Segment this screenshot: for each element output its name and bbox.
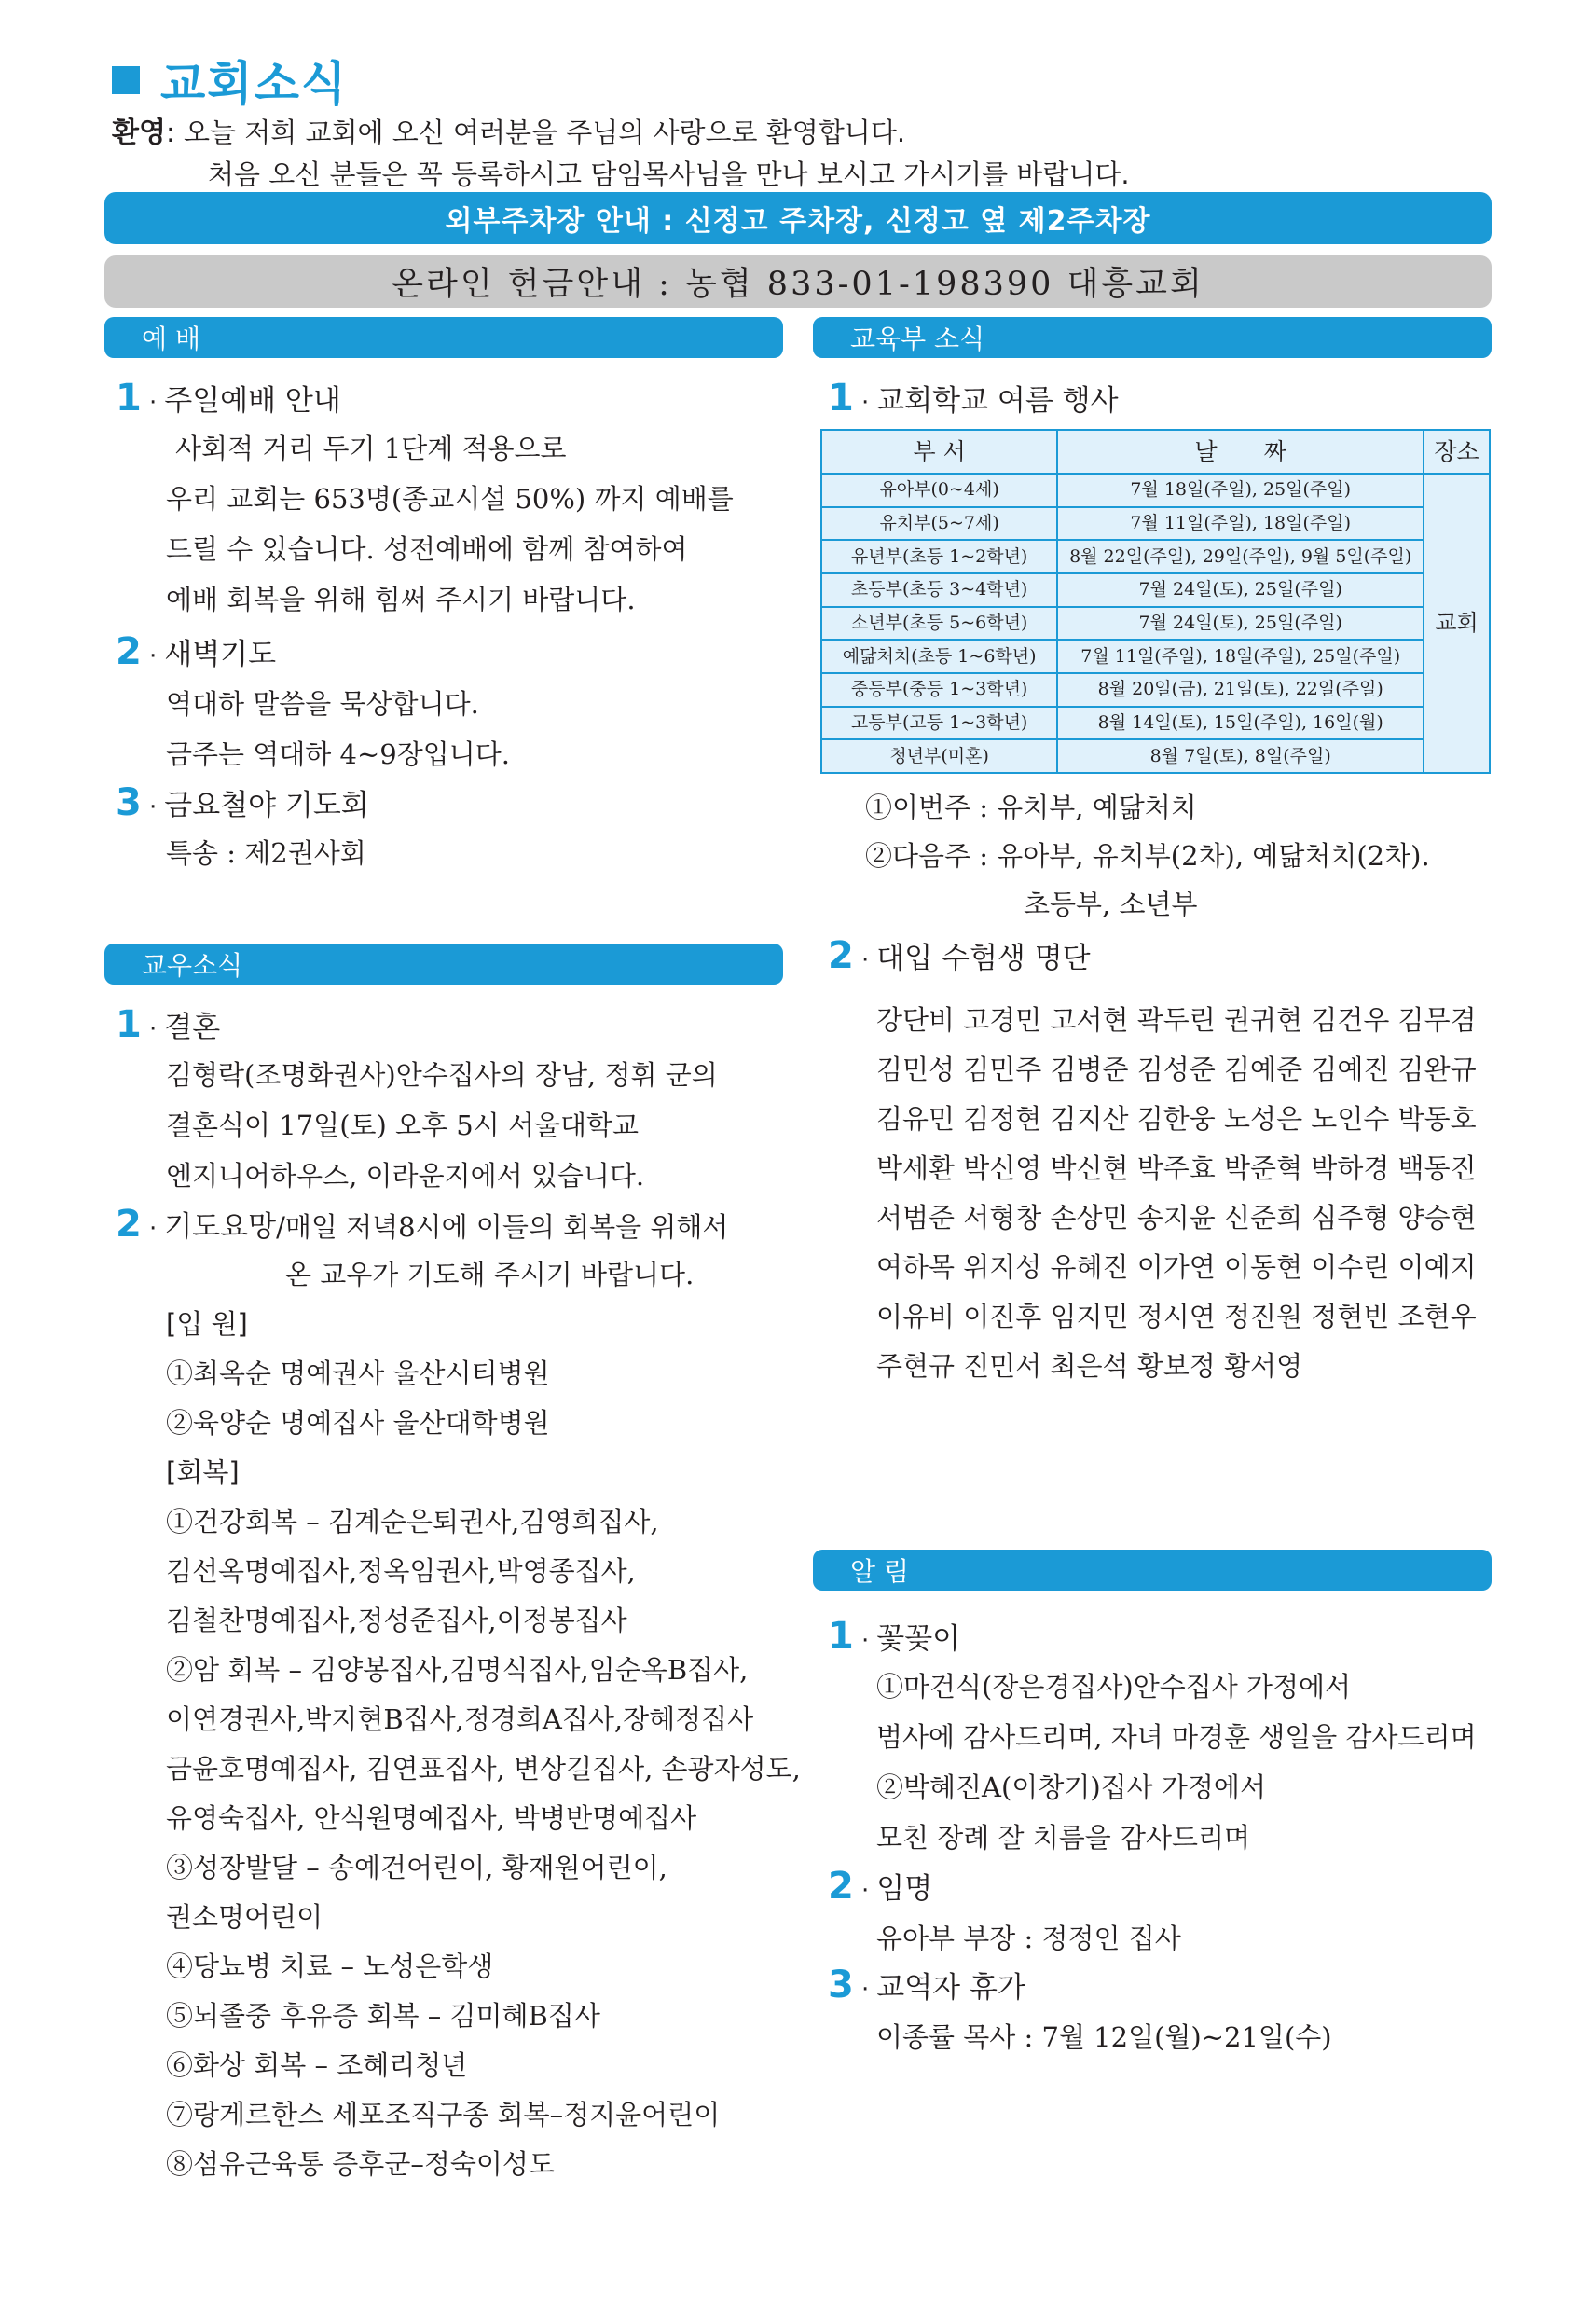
recovery-item: 이연경권사,박지현B집사,정경희A집사,장혜정집사	[166, 1703, 754, 1735]
hospital-item: ①최옥순 명예권사 울산시티병원	[166, 1358, 550, 1389]
wedding-title: 1 · 결혼	[116, 1003, 221, 1046]
title-square-icon	[112, 66, 140, 94]
recovery-item: ⑧섬유근육통 증후군–정숙이성도	[166, 2148, 555, 2180]
recovery-item: ①건강회복 – 김계순은퇴권사,김영희집사,	[166, 1506, 659, 1537]
col-header-date: 날 짜	[1057, 430, 1424, 474]
summer-event-table	[820, 429, 1491, 774]
table-row: 초등부(초등 3~4학년) 7월 24일(토), 25일(주일)	[821, 573, 1490, 607]
recovery-item: ⑥화상 회복 – 조혜리청년	[166, 2049, 468, 2081]
notice-item-2-body: 유아부 부장 : 정정인 집사	[876, 1923, 1181, 1954]
recovery-item: ④당뇨병 치료 – 노성은학생	[166, 1951, 494, 1982]
col-header-place: 장소	[1424, 430, 1490, 474]
page-title: 교회소식	[112, 52, 348, 108]
table-row: 예닮처치(초등 1~6학년) 7월 11일(주일), 18일(주일), 25일(주일)	[821, 640, 1490, 673]
col-header-dept: 부 서	[821, 430, 1057, 474]
table-header-row	[821, 430, 1490, 474]
worship-item-3-body: 특송 : 제2권사회	[166, 837, 366, 869]
table-row: 고등부(고등 1~3학년) 8월 14일(토), 15일(주일), 16일(월)	[821, 707, 1490, 740]
prayer-list	[166, 1300, 801, 2189]
notice-item-1-body: ①마건식(장은경집사)안수집사 가정에서 범사에 감사드리며, 자녀 마경훈 생일을 감사드리며 ②박혜진A(이창기)집사 가정에서 모친 장례 잘 치름을 감사드리며	[876, 1671, 1477, 1854]
recovery-item: ③성장발달 – 송예건어린이, 황재원어린이,	[166, 1852, 667, 1883]
summer-event-notes: ①이번주 : 유치부, 예닮처치 ②다음주 : 유아부, 유치부(2차), 예닮처치(2차). 초등부, 소년부	[865, 792, 1430, 920]
exam-student-names: 강단비 고경민 고서현 곽두린 권귀현 김건우 김무겸 김민성 김민주 김병준 김성준 김예준 김예진 김완규 김유민 김정현 김지산 김한웅 노성은 노인수 박동호 박세환 박신영 박신현 박주효 박준혁 박하경 백동진 서범준 서형창 손상민 송지윤 신준희 심주형 양승현 여하목 위지성 유혜진 이가연 이동현 이수린 이예지 이유비 이진후 임지민 정시연 정진원 정현빈 조현우 주현규 진민서 최은석 황보정 황서영	[876, 1004, 1477, 1382]
worship-item-2-title: 2 · 새벽기도	[116, 630, 277, 673]
summer-event-title: 1 · 교회학교 여름 행사	[828, 377, 1119, 420]
worship-item-2-body: 역대하 말씀을 묵상합니다. 금주는 역대하 4~9장입니다.	[166, 688, 510, 770]
table-row: 중등부(중등 1~3학년) 8월 20일(금), 21일(토), 22일(주일)	[821, 673, 1490, 707]
table-row: 유년부(초등 1~2학년) 8월 22일(주일), 29일(주일), 9월 5일(주일)	[821, 540, 1490, 573]
notice-item-3-title: 3 · 교역자 휴가	[828, 1964, 1025, 2006]
recovery-item: ②암 회복 – 김양봉집사,김명식집사,임순옥B집사,	[166, 1654, 749, 1686]
recovery-item: 금윤호명예집사, 김연표집사, 변상길집사, 손광자성도,	[166, 1753, 801, 1785]
prayer-line2: 온 교우가 기도해 주시기 바랍니다.	[285, 1259, 695, 1290]
table-row: 유치부(5~7세) 7월 11일(주일), 18일(주일)	[821, 507, 1490, 541]
worship-item-3-title: 3 · 금요철야 기도회	[116, 781, 369, 824]
hospital-label: [입 원]	[166, 1308, 248, 1340]
recovery-item: 김철찬명예집사,정성준집사,이정봉집사	[166, 1605, 627, 1636]
notice-item-3-body: 이종률 목사 : 7월 12일(월)~21일(수)	[876, 2021, 1332, 2053]
recovery-item: ⑤뇌졸중 후유증 회복 – 김미혜B집사	[166, 2000, 600, 2032]
table-row: 청년부(미혼) 8월 7일(토), 8일(주일)	[821, 739, 1490, 773]
welcome-line1: : 오늘 저희 교회에 오신 여러분을 주님의 사랑으로 환영합니다.	[165, 117, 906, 148]
table-row: 소년부(초등 5~6학년) 7월 24일(토), 25일(주일)	[821, 607, 1490, 641]
notice-section-header: 알 림	[813, 1550, 1492, 1591]
welcome-message	[112, 112, 1492, 195]
members-section-header: 교우소식	[104, 944, 783, 985]
place-cell: 교회	[1424, 474, 1490, 773]
hospital-item: ②육양순 명예집사 울산대학병원	[166, 1407, 550, 1439]
notice-item-2-title: 2 · 임명	[828, 1865, 933, 1908]
recovery-item: 권소명어린이	[166, 1901, 323, 1933]
worship-item-1-title: 1 · 주일예배 안내	[116, 377, 341, 420]
table-row: 유아부(0~4세) 7월 18일(주일), 25일(주일) 교회	[821, 474, 1490, 507]
exam-list-title: 2 · 대입 수험생 명단	[828, 934, 1091, 977]
worship-section-header: 예 배	[104, 317, 783, 358]
education-section-header: 교육부 소식	[813, 317, 1492, 358]
recovery-item: 유영숙집사, 안식원명예집사, 박병반명예집사	[166, 1802, 697, 1834]
parking-banner: 외부주차장 안내 : 신정고 주차장, 신정고 옆 제2주차장	[104, 192, 1492, 244]
wedding-body: 김형락(조명화권사)안수집사의 장남, 정휘 군의 결혼식이 17일(토) 오후 5시 서울대학교 엔지니어하우스, 이라운지에서 있습니다.	[166, 1059, 718, 1192]
recovery-label: [회복]	[166, 1456, 240, 1488]
worship-item-1-body: 사회적 거리 두기 1단계 적용으로 우리 교회는 653명(종교시설 50%) 까지 예배를 드릴 수 있습니다. 성전예배에 함께 참여하여 예배 회복을 위해 힘써 주시기 바랍니다.	[166, 433, 734, 615]
recovery-item: ⑦랑게르한스 세포조직구종 회복–정지윤어린이	[166, 2099, 721, 2130]
welcome-label: 환영	[112, 117, 166, 149]
prayer-title: 2 · 기도요망 /매일 저녁8시에 이들의 회복을 위해서	[116, 1203, 729, 1246]
recovery-item: 김선옥명예집사,정옥임권사,박영종집사,	[166, 1555, 636, 1587]
online-offering-banner: 온라인 헌금안내 : 농협 833-01-198390 대흥교회	[104, 255, 1492, 308]
notice-item-1-title: 1 · 꽃꽂이	[828, 1615, 961, 1658]
welcome-line2: 처음 오신 분들은 꼭 등록하시고 담임목사님을 만나 보시고 가시기를 바랍니다.	[208, 159, 1130, 190]
